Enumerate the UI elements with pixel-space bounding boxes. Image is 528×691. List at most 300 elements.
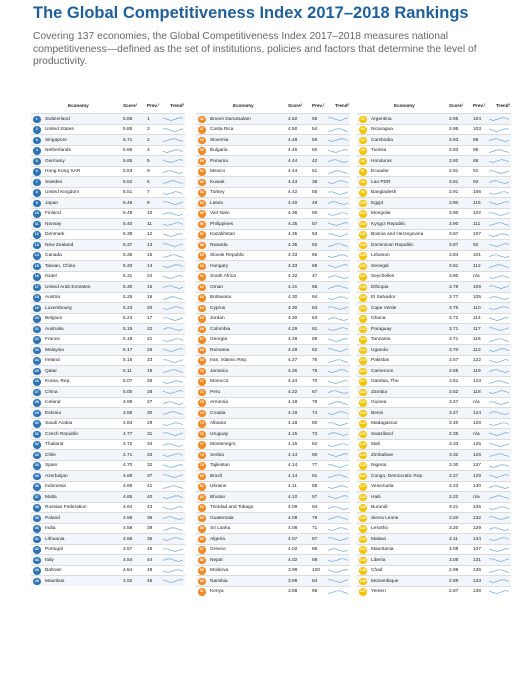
country-name: Turkey — [210, 190, 225, 196]
rank-badge: 65 — [198, 315, 206, 323]
trend-sparkline — [328, 158, 350, 164]
trend-sparkline — [328, 526, 350, 532]
rank-badge: 17 — [33, 284, 41, 292]
trend-sparkline — [163, 295, 185, 301]
previous-rank: 131 — [473, 557, 482, 563]
trend-sparkline — [163, 305, 185, 311]
previous-rank: 37 — [147, 473, 153, 479]
country-name: Botswana — [210, 295, 232, 301]
trend-sparkline — [489, 232, 511, 238]
previous-rank: 75 — [312, 368, 318, 374]
trend-line-icon — [489, 221, 511, 227]
previous-rank: 47 — [312, 274, 318, 280]
trend-sparkline — [489, 557, 511, 563]
table-row — [357, 260, 511, 271]
table-row — [31, 155, 185, 166]
table-row — [196, 113, 350, 124]
trend-sparkline — [489, 473, 511, 479]
table-row — [196, 218, 350, 229]
table-row — [31, 302, 185, 313]
previous-rank: 125 — [473, 442, 482, 448]
table-row — [357, 481, 511, 492]
table-row — [196, 250, 350, 261]
previous-rank: 44 — [147, 557, 153, 563]
previous-rank: 36 — [147, 515, 153, 521]
previous-rank: 48 — [147, 568, 153, 574]
trend-line-icon — [163, 379, 185, 385]
trend-sparkline — [489, 410, 511, 416]
trend-sparkline — [163, 326, 185, 332]
score-value: 5.53 — [123, 169, 133, 175]
trend-sparkline — [328, 137, 350, 143]
country-name: Morocco — [210, 379, 229, 385]
country-name: South Africa — [210, 274, 236, 280]
trend-sparkline — [163, 232, 185, 238]
previous-rank: 14 — [147, 263, 153, 269]
rank-badge: 53 — [198, 189, 206, 197]
trend-line-icon — [163, 494, 185, 500]
country-name: Guatemala — [210, 515, 234, 521]
trend-sparkline — [163, 515, 185, 521]
country-name: Croatia — [210, 410, 226, 416]
table-row — [357, 292, 511, 303]
score-value: 5.30 — [123, 284, 133, 290]
trend-sparkline — [489, 337, 511, 343]
rank-badge: 67 — [198, 336, 206, 344]
rank-badge: 123 — [359, 441, 367, 449]
table-row — [196, 229, 350, 240]
table-row — [357, 502, 511, 513]
rank-badge: 6 — [33, 168, 41, 176]
previous-rank: 17 — [147, 316, 153, 322]
country-name: France — [45, 337, 60, 343]
score-value: 3.47 — [449, 410, 459, 416]
rank-badge: 29 — [33, 410, 41, 418]
trend-sparkline — [328, 379, 350, 385]
score-value: 3.99 — [288, 578, 298, 584]
table-row — [196, 512, 350, 523]
country-name: Malta — [45, 494, 57, 500]
score-value: 5.86 — [123, 116, 133, 122]
country-name: Cape Verde — [371, 305, 397, 311]
country-name: Netherlands — [45, 148, 71, 154]
country-name: India — [45, 526, 56, 532]
rank-badge: 106 — [359, 263, 367, 271]
trend-line-icon — [328, 232, 350, 238]
rank-badge: 78 — [198, 452, 206, 460]
score-value: 5.18 — [123, 337, 133, 343]
rank-badge: 1 — [33, 116, 41, 124]
trend-sparkline — [163, 253, 185, 259]
previous-rank: 21 — [147, 337, 153, 343]
trend-sparkline — [163, 557, 185, 563]
previous-rank: 129 — [473, 473, 482, 479]
rank-badge: 130 — [359, 515, 367, 523]
table-row — [357, 470, 511, 481]
score-value: 4.69 — [123, 473, 133, 479]
table-row — [196, 239, 350, 250]
country-name: Nepal — [210, 557, 223, 563]
trend-sparkline — [328, 284, 350, 290]
score-value: 2.87 — [449, 589, 459, 595]
table-row — [196, 386, 350, 397]
table-row — [357, 334, 511, 345]
score-value: 5.71 — [123, 137, 133, 143]
country-name: Iceland — [45, 400, 61, 406]
previous-rank: 38 — [312, 179, 318, 185]
table-row — [31, 386, 185, 397]
table-row — [196, 155, 350, 166]
trend-line-icon — [328, 274, 350, 280]
trend-line-icon — [328, 263, 350, 269]
trend-line-icon — [163, 452, 185, 458]
trend-line-icon — [328, 557, 350, 563]
country-name: Oman — [210, 284, 224, 290]
previous-rank: 49 — [312, 200, 318, 206]
trend-sparkline — [489, 484, 511, 490]
country-name: Thailand — [45, 442, 64, 448]
rank-badge: 8 — [33, 189, 41, 197]
country-name: Mozambique — [371, 578, 399, 584]
trend-sparkline — [489, 274, 511, 280]
score-value: 4.11 — [288, 484, 297, 490]
trend-line-icon — [163, 431, 185, 437]
trend-line-icon — [163, 116, 185, 122]
score-value: 4.08 — [288, 526, 298, 532]
previous-rank: 1 — [147, 116, 150, 122]
country-name: Lebanon — [371, 253, 390, 259]
trend-line-icon — [163, 442, 185, 448]
trend-sparkline — [489, 169, 511, 175]
country-name: Saudi Arabia — [45, 421, 73, 427]
table-row — [196, 313, 350, 324]
rank-badge: 109 — [359, 294, 367, 302]
rank-badge: 40 — [33, 525, 41, 533]
trend-line-icon — [489, 295, 511, 301]
trend-sparkline — [328, 148, 350, 154]
score-value: 3.21 — [449, 505, 459, 511]
trend-line-icon — [163, 148, 185, 154]
trend-sparkline — [328, 200, 350, 206]
table-row — [196, 323, 350, 334]
trend-line-icon — [163, 484, 185, 490]
table-row — [357, 281, 511, 292]
previous-rank: 76 — [312, 358, 318, 364]
trend-sparkline — [163, 452, 185, 458]
previous-rank: 90 — [312, 452, 318, 458]
trend-sparkline — [489, 568, 511, 574]
previous-rank: 34 — [147, 442, 153, 448]
country-name: Argentina — [371, 116, 392, 122]
country-name: Seychelles — [371, 274, 395, 280]
trend-line-icon — [489, 431, 511, 437]
country-name: Gambia, The — [371, 379, 399, 385]
page-title: The Global Competitiveness Index 2017–2018 Rankings — [33, 4, 469, 22]
score-value: 4.15 — [288, 442, 298, 448]
trend-line-icon — [163, 137, 185, 143]
previous-rank: 109 — [473, 284, 482, 290]
country-name: Namibia — [210, 578, 228, 584]
trend-line-icon — [328, 505, 350, 511]
trend-line-icon — [489, 148, 511, 154]
trend-sparkline — [328, 568, 350, 574]
table-row — [357, 376, 511, 387]
score-value: 3.92 — [449, 158, 459, 164]
trend-sparkline — [489, 547, 511, 553]
country-name: Indonesia — [45, 484, 66, 490]
trend-line-icon — [489, 200, 511, 206]
trend-line-icon — [328, 484, 350, 490]
trend-line-icon — [163, 274, 185, 280]
country-name: Germany — [45, 158, 65, 164]
rank-badge: 82 — [198, 494, 206, 502]
score-value: 4.59 — [123, 526, 133, 532]
rank-badge: 60 — [198, 263, 206, 271]
trend-line-icon — [163, 190, 185, 196]
country-name: El Salvador — [371, 295, 396, 301]
rank-badge: 97 — [359, 168, 367, 176]
country-name: Rwanda — [210, 242, 228, 248]
score-value: 4.46 — [288, 148, 298, 154]
previous-rank: 29 — [147, 421, 153, 427]
table-row — [196, 302, 350, 313]
previous-rank: 107 — [473, 232, 482, 238]
trend-line-icon — [328, 442, 350, 448]
score-value: 4.52 — [123, 578, 133, 584]
trend-sparkline — [489, 421, 511, 427]
country-name: Hong Kong SAR — [45, 169, 81, 175]
previous-rank: 26 — [147, 379, 153, 385]
score-value: 4.42 — [288, 190, 298, 196]
rank-badge: 14 — [33, 252, 41, 260]
previous-rank: n/a — [473, 494, 480, 500]
country-name: Armenia — [210, 400, 228, 406]
country-name: Zimbabwe — [371, 452, 394, 458]
rank-badge: 117 — [359, 378, 367, 386]
trend-sparkline — [163, 158, 185, 164]
score-value: 4.33 — [288, 263, 298, 269]
previous-rank: 114 — [473, 316, 481, 322]
table-row — [196, 502, 350, 513]
previous-rank: 54 — [312, 127, 318, 133]
trend-sparkline — [489, 253, 511, 259]
trend-line-icon — [489, 568, 511, 574]
previous-rank: 30 — [147, 410, 153, 416]
rank-badge: 126 — [359, 473, 367, 481]
trend-sparkline — [163, 284, 185, 290]
previous-rank: 77 — [312, 463, 318, 469]
country-name: Japan — [45, 200, 59, 206]
table-row — [357, 271, 511, 282]
table-row — [31, 229, 185, 240]
country-name: Sri Lanka — [210, 526, 231, 532]
trend-line-icon — [163, 368, 185, 374]
trend-line-icon — [328, 326, 350, 332]
table-row — [196, 260, 350, 271]
country-name: Chile — [45, 452, 56, 458]
rank-badge: 98 — [359, 179, 367, 187]
trend-line-icon — [163, 526, 185, 532]
score-value: 4.52 — [288, 116, 298, 122]
table-header — [196, 100, 350, 113]
score-value: 3.65 — [449, 368, 459, 374]
table-row — [196, 428, 350, 439]
score-value: 3.27 — [449, 473, 459, 479]
previous-rank: 32 — [147, 463, 153, 469]
trend-line-icon — [328, 526, 350, 532]
score-value: 4.27 — [288, 358, 298, 364]
previous-rank: 87 — [312, 536, 318, 542]
country-name: Korea, Rep. — [45, 379, 71, 385]
trend-line-icon — [489, 505, 511, 511]
previous-rank: 10 — [147, 211, 153, 217]
trend-line-icon — [328, 190, 350, 196]
previous-rank: 129 — [473, 526, 482, 532]
previous-rank: 116 — [473, 337, 481, 343]
rank-badge: 37 — [33, 494, 41, 502]
previous-rank: 102 — [473, 211, 482, 217]
score-value: 4.70 — [123, 463, 133, 469]
previous-rank: 110 — [473, 305, 481, 311]
country-name: Trinidad and Tobago — [210, 505, 254, 511]
score-value: 3.61 — [449, 379, 459, 385]
previous-rank: 58 — [312, 116, 318, 122]
score-value: 4.59 — [123, 515, 133, 521]
rank-badge: 136 — [359, 578, 367, 586]
table-row — [196, 397, 350, 408]
rank-badge: 105 — [359, 252, 367, 260]
trend-sparkline — [328, 473, 350, 479]
previous-rank: 61 — [312, 326, 318, 332]
score-value: 4.35 — [288, 221, 298, 227]
rank-badge: 20 — [33, 315, 41, 323]
score-value: 4.40 — [288, 200, 298, 206]
table-row — [196, 460, 350, 471]
previous-rank: 137 — [473, 547, 482, 553]
country-name: Viet Nam — [210, 211, 230, 217]
trend-sparkline — [489, 578, 511, 584]
rank-badge: 31 — [33, 431, 41, 439]
previous-rank: 78 — [312, 515, 318, 521]
trend-line-icon — [489, 400, 511, 406]
country-name: Belgium — [45, 316, 63, 322]
previous-rank: n/a — [473, 274, 480, 280]
trend-sparkline — [489, 148, 511, 154]
previous-rank: 43 — [147, 505, 153, 511]
trend-sparkline — [489, 190, 511, 196]
table-row — [31, 428, 185, 439]
trend-line-icon — [489, 389, 511, 395]
table-row — [31, 502, 185, 513]
country-name: Russian Federation — [45, 505, 87, 511]
rank-badge: 84 — [198, 515, 206, 523]
country-name: Latvia — [210, 200, 223, 206]
rank-badge: 129 — [359, 504, 367, 512]
trend-sparkline — [163, 547, 185, 553]
previous-rank: 95 — [473, 148, 479, 154]
country-name: Tunisia — [371, 148, 387, 154]
previous-rank: 6 — [147, 179, 150, 185]
country-name: Austria — [45, 295, 60, 301]
score-value: 3.72 — [449, 316, 459, 322]
trend-sparkline — [489, 158, 511, 164]
trend-line-icon — [328, 158, 350, 164]
country-name: Mexico — [210, 169, 226, 175]
previous-rank: 65 — [312, 253, 318, 259]
trend-line-icon — [489, 473, 511, 479]
previous-rank: 81 — [312, 473, 318, 479]
trend-line-icon — [328, 368, 350, 374]
score-value: 4.50 — [288, 127, 298, 133]
score-value: 3.23 — [449, 484, 459, 490]
country-name: Bosnia and Herzegovina — [371, 232, 424, 238]
score-value: 4.77 — [123, 431, 133, 437]
table-row — [196, 365, 350, 376]
country-name: Philippines — [210, 221, 234, 227]
table-row — [357, 533, 511, 544]
score-value: 4.32 — [288, 274, 298, 280]
trend-sparkline — [328, 452, 350, 458]
score-value: 3.95 — [449, 116, 459, 122]
trend-line-icon — [163, 347, 185, 353]
trend-sparkline — [163, 442, 185, 448]
trend-line-icon — [489, 316, 511, 322]
previous-rank: 4 — [147, 148, 150, 154]
country-name: Singapore — [45, 137, 67, 143]
table-row — [196, 533, 350, 544]
table-row — [196, 407, 350, 418]
previous-rank: 113 — [473, 347, 481, 353]
table-row — [31, 166, 185, 177]
score-value: 5.49 — [123, 211, 133, 217]
rank-badge: 81 — [198, 483, 206, 491]
table-row — [31, 323, 185, 334]
country-name: Honduras — [371, 158, 392, 164]
trend-sparkline — [489, 452, 511, 458]
table-row — [196, 197, 350, 208]
trend-sparkline — [328, 358, 350, 364]
country-name: Canada — [45, 253, 62, 259]
trend-sparkline — [163, 494, 185, 500]
country-name: Switzerland — [45, 116, 70, 122]
table-row — [31, 292, 185, 303]
country-name: Bhutan — [210, 494, 226, 500]
previous-rank: 136 — [473, 568, 482, 574]
rank-badge: 3 — [33, 137, 41, 145]
trend-line-icon — [328, 379, 350, 385]
trend-line-icon — [489, 326, 511, 332]
trend-line-icon — [328, 179, 350, 185]
table-row — [31, 281, 185, 292]
country-name: Venezuela — [371, 484, 394, 490]
previous-rank: 135 — [473, 505, 482, 511]
table-row — [196, 491, 350, 502]
score-value: 3.78 — [449, 284, 459, 290]
table-row — [196, 376, 350, 387]
previous-rank: 123 — [473, 379, 482, 385]
table-row — [31, 481, 185, 492]
trend-line-icon — [489, 116, 511, 122]
table-row — [31, 418, 185, 429]
country-name: Tajikistan — [210, 463, 230, 469]
previous-rank: 127 — [473, 463, 482, 469]
trend-sparkline — [328, 337, 350, 343]
trend-sparkline — [489, 379, 511, 385]
country-name: Algeria — [210, 536, 225, 542]
score-value: 3.20 — [449, 526, 459, 532]
country-name: Haiti — [371, 494, 381, 500]
rank-badge: 52 — [198, 179, 206, 187]
